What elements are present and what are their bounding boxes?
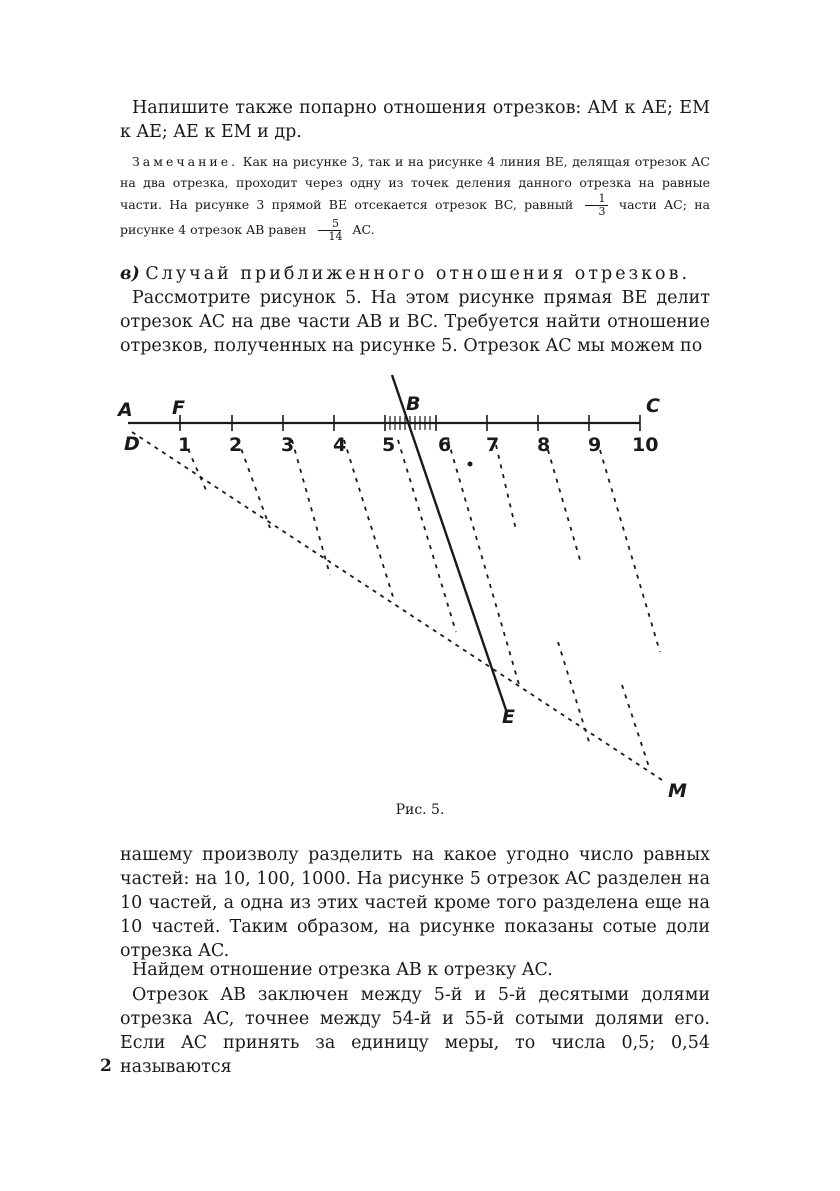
fraction-one-third-numerator: 1 (585, 193, 608, 206)
label-f: F (172, 397, 185, 419)
note-text-part2: части AC; на рисунке 4 отрезок AB равен (120, 197, 710, 237)
tick-label-8: 8 (537, 434, 551, 456)
parallel-division-lines (184, 440, 660, 770)
tick-label-3: 3 (281, 434, 295, 456)
paragraph-2 (120, 286, 710, 358)
fraction-five-fourteenths-denominator: 14 (328, 230, 343, 243)
tick-label-6: 6 (438, 434, 452, 456)
auxiliary-ray-am (132, 432, 662, 780)
tick-label-7: 7 (486, 434, 500, 456)
note-text-part1: Как на рисунке 3, так и на рисунке 4 линия BE, делящая отрезок AC на два отрезка, проходит через одну из точек деления данного отрезка на равные части. На рисунке 3 прямой BE отсекается отрезок BC, равный (120, 154, 710, 212)
figure-caption: Рис. 5. (395, 802, 445, 818)
parallel-line-10 (558, 642, 590, 745)
section-heading (120, 262, 710, 286)
fraction-five-fourteenths (315, 218, 345, 243)
tick-label-1: 1 (178, 434, 192, 456)
paragraph-5-text: Отрезок AB заключен между 5-й и 5-й десятыми долями отрезка AC, точнее между 54-й и 55-й сотыми долями его. Если AC принять за единицу меры, то числа 0,5; 0,54 называются (120, 985, 710, 1077)
fraction-five-fourteenths-numerator: 5 (318, 218, 341, 231)
line-be (392, 375, 506, 710)
paragraph-4 (120, 958, 710, 982)
fraction-one-third-denominator: 3 (598, 205, 606, 218)
tick-label-4: 4 (333, 434, 347, 456)
top-paragraph (120, 96, 710, 144)
paragraph-2-text: Рассмотрите рисунок 5. На этом рисунке прямая BE делит отрезок AC на две части AB и BC. Требуется найти отношение отрезков, полученных на рисунке 5. Отрезок AC мы можем по (120, 288, 710, 356)
section-marker: в) (120, 264, 140, 284)
top-paragraph-text: Напишите также попарно отношения отрезков: AM к AE; EM к AE; AE к EM и др. (120, 98, 710, 142)
note-text-part3: AC. (352, 222, 375, 237)
label-a: A (118, 399, 133, 421)
paragraph-5 (120, 983, 710, 1079)
label-b: B (406, 393, 421, 415)
label-c: C (646, 395, 660, 417)
note-block (120, 152, 710, 243)
label-d: D (124, 433, 140, 455)
parallel-line-3 (292, 440, 330, 575)
label-m: M (668, 780, 687, 800)
parallel-line-9 (600, 450, 660, 652)
paragraph-3-text: нашему произволу разделить на какое угодно число равных частей: на 10, 100, 1000. На рисунке 5 отрезок AC разделен на 10 частей, а одна из этих частей кроме того разделена еще на 10 частей. Таким образом, на рисунке показаны сотые доли отрезка AC. (120, 845, 710, 961)
stray-dot (468, 462, 473, 467)
paragraph-4-text: Найдем отношение отрезка AB к отрезку AC. (132, 960, 553, 980)
tick-label-10: 10 (632, 434, 659, 456)
parallel-line-8 (548, 450, 580, 560)
tick-label-2: 2 (229, 434, 243, 456)
page-number: 2 (100, 1056, 112, 1076)
figure-5-diagram (0, 370, 840, 800)
note-heading: Замечание. (132, 154, 239, 169)
label-e: E (502, 706, 515, 728)
tick-label-9: 9 (588, 434, 602, 456)
parallel-line-11 (622, 685, 650, 770)
parallel-line-6 (448, 440, 520, 688)
paragraph-3 (120, 843, 710, 963)
parallel-line-7 (496, 445, 516, 530)
fraction-one-third (585, 193, 608, 218)
section-title: Случай приближенного отношения отрезков. (145, 264, 691, 284)
tick-label-5: 5 (382, 434, 396, 456)
parallel-line-2 (238, 440, 270, 528)
